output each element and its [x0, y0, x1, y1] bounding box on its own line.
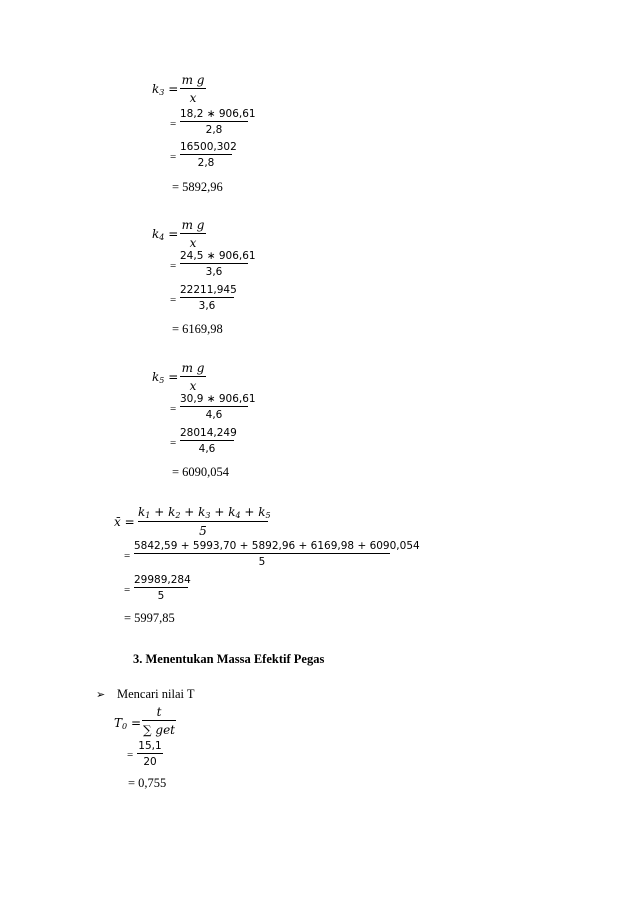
mean-result: = 5997,85 [124, 611, 175, 625]
k5-step1: 30,9 ∗ 906,61 4,6 [180, 393, 256, 421]
mean-step1: 5842,59 + 5993,70 + 5892,96 + 6169,98 + 6090,054 5 [134, 540, 420, 568]
k4-eq2: = [170, 294, 177, 306]
t0-label: $T_0$ = [114, 716, 141, 731]
t0-formula: t ∑ get [143, 705, 175, 737]
k3-formula: m g x [181, 73, 205, 105]
k5-eq2: = [170, 437, 177, 449]
k3-label: $k_3$ = [152, 82, 179, 97]
k4-formula: m g x [181, 218, 205, 250]
t0-result: = 0,755 [128, 776, 167, 790]
mean-step2: 29989,284 5 [134, 574, 191, 602]
k4-result: = 6169,98 [172, 322, 223, 336]
k5-result: = 6090,054 [172, 465, 230, 479]
k4-label: $k_4$ = [152, 227, 179, 242]
bullet-text: Mencari nilai T [117, 687, 195, 701]
k5-formula: m g x [181, 361, 205, 393]
k3-step1: 18,2 ∗ 906,61 2,8 [180, 108, 256, 136]
t0-step1: 15,1 20 [138, 740, 162, 768]
k3-step2: 16500,302 2,8 [180, 141, 237, 169]
k5-eq1: = [170, 403, 177, 415]
k5-label: $k_5$ = [152, 370, 179, 385]
mean-formula-num: $k_1 + k_2 + k_3 + k_4 + k_5$ [138, 505, 271, 520]
k3-eq1: = [170, 118, 177, 130]
mean-formula: $k_1 + k_2 + k_3 + k_4 + k_5$ 5 [138, 505, 271, 538]
k4-step2: 22211,945 3,6 [180, 284, 237, 312]
bullet-arrow-icon: ➢ [96, 688, 106, 701]
section-heading: 3. Menentukan Massa Efektif Pegas [133, 652, 325, 666]
k3-eq2: = [170, 151, 177, 163]
t0-eq1: = [127, 749, 134, 761]
k5-step2: 28014,249 4,6 [180, 427, 237, 455]
k3-result: = 5892,96 [172, 180, 223, 194]
k4-step1: 24,5 ∗ 906,61 3,6 [180, 250, 256, 278]
mean-eq2: = [124, 584, 131, 596]
mean-label: x̄ = [114, 515, 135, 529]
mean-eq1: = [124, 550, 131, 562]
k4-eq1: = [170, 260, 177, 272]
